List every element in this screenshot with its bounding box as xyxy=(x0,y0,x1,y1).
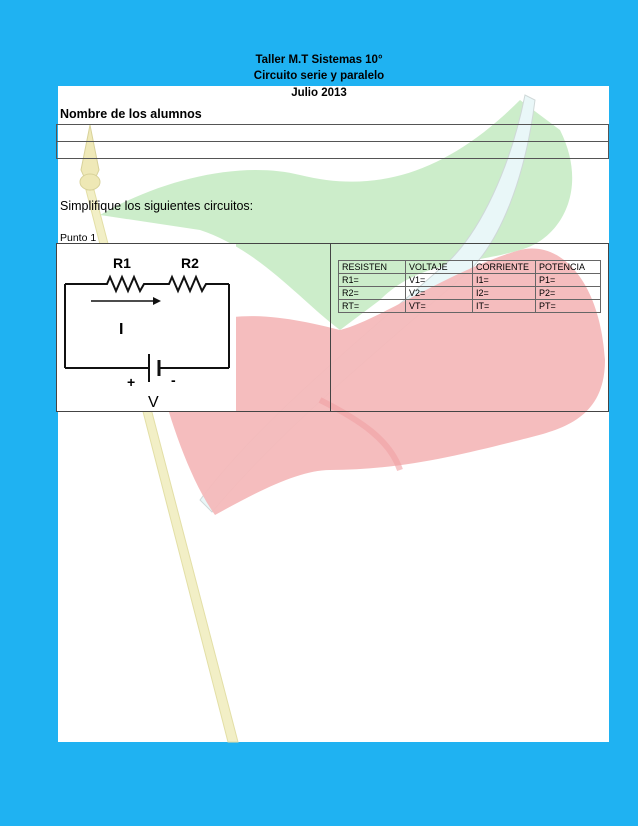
cell-v1[interactable]: V1= xyxy=(406,274,473,287)
table-row xyxy=(339,287,601,300)
cell-p2[interactable]: P2= xyxy=(536,287,601,300)
table-row xyxy=(339,300,601,313)
header-potencia: POTENCIA xyxy=(536,261,601,274)
cell-pt[interactable]: PT= xyxy=(536,300,601,313)
worksheet-title: Taller M.T Sistemas 10° xyxy=(255,54,383,66)
r2-label: R2 xyxy=(181,255,199,271)
voltage-label: V xyxy=(148,394,159,411)
cell-r2[interactable]: R2= xyxy=(339,287,406,300)
punto-1-divider xyxy=(330,243,331,412)
header-resisten: RESISTEN xyxy=(339,261,406,274)
cell-r1[interactable]: R1= xyxy=(339,274,406,287)
plus-sign: + xyxy=(127,374,136,390)
cell-rt[interactable]: RT= xyxy=(339,300,406,313)
resistor-r1 xyxy=(65,277,229,291)
header-corriente: CORRIENTE xyxy=(473,261,536,274)
cell-i2[interactable]: I2= xyxy=(473,287,536,300)
header-voltaje: VOLTAJE xyxy=(406,261,473,274)
minus-sign: - xyxy=(171,372,176,388)
student-name-row-2[interactable] xyxy=(56,141,609,159)
worksheet-subtitle: Circuito serie y paralelo xyxy=(253,70,385,82)
instructions-text: Simplifique los siguientes circuitos: xyxy=(60,199,254,213)
cell-v2[interactable]: V2= xyxy=(406,287,473,300)
cell-vt[interactable]: VT= xyxy=(406,300,473,313)
flag-pole-knob xyxy=(80,174,100,190)
r1-label: R1 xyxy=(113,255,131,271)
student-names-label: Nombre de los alumnos xyxy=(60,107,202,121)
table-header-row xyxy=(339,261,601,274)
punto-1-label: Punto 1 xyxy=(60,232,97,244)
values-table xyxy=(338,260,601,313)
table-row xyxy=(339,274,601,287)
cell-i1[interactable]: I1= xyxy=(473,274,536,287)
worksheet-date: Julio 2013 xyxy=(291,87,347,99)
circuit-diagram xyxy=(57,244,236,411)
cell-it[interactable]: IT= xyxy=(473,300,536,313)
student-name-row-1[interactable] xyxy=(56,124,609,142)
series-circuit-svg xyxy=(57,244,236,411)
current-label: I xyxy=(119,321,124,338)
cell-p1[interactable]: P1= xyxy=(536,274,601,287)
